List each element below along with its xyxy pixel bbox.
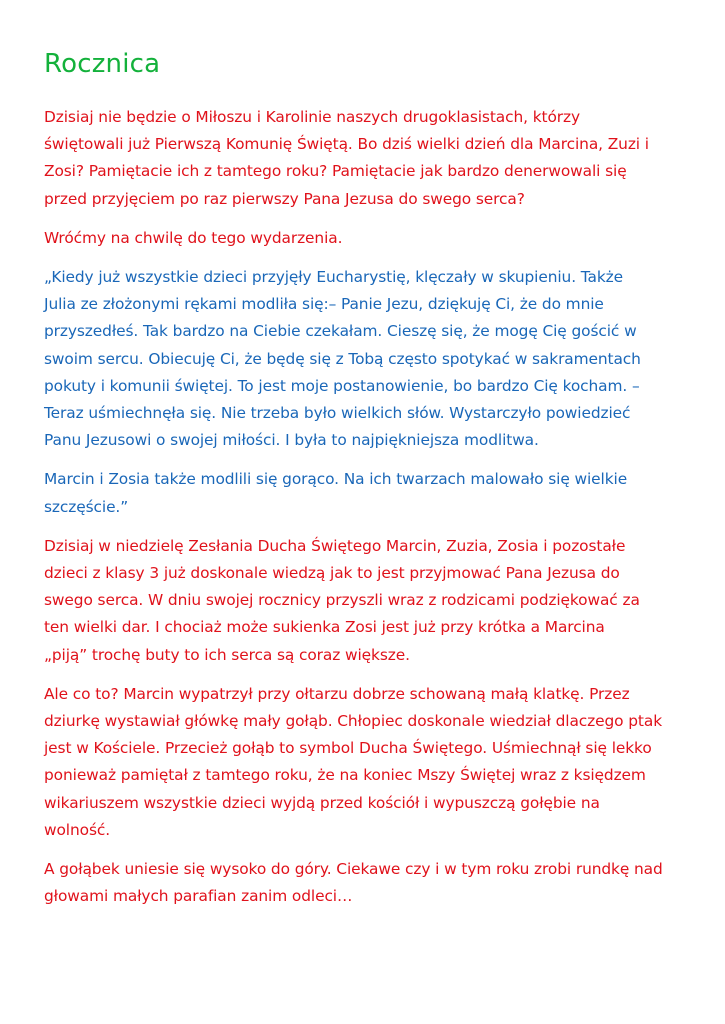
text-line: dzieci z klasy 3 już doskonale wiedzą jak to jest przyjmować Pana Jezusa do (44, 564, 620, 583)
document-body (44, 104, 704, 910)
paragraph-2 (44, 225, 704, 252)
text-line: Panu Jezusowi o swojej miłości. I była to najpiękniejsza modlitwa. (44, 431, 539, 450)
text-line: Zosi? Pamiętacie ich z tamtego roku? Pamiętacie jak bardzo denerwowali się (44, 162, 627, 181)
text-line: Marcin i Zosia także modlili się gorąco. Na ich twarzach malowało się wielkie (44, 470, 628, 489)
document-page (44, 46, 704, 922)
paragraph-6 (44, 681, 704, 844)
text-line: głowami małych parafian zanim odleci… (44, 887, 353, 906)
text-line: pokuty i komunii świętej. To jest moje postanowienie, bo bardzo Cię kocham. – (44, 376, 640, 395)
text-line: „Kiedy już wszystkie dzieci przyjęły Eucharystię, klęczały w skupieniu. Także (44, 268, 624, 287)
text-line: swego serca. W dniu swojej rocznicy przyszli wraz z rodzicami podziękować za (44, 591, 640, 610)
text-line: wikariuszem wszystkie dzieci wyjdą przed kościół i wypuszczą gołębie na (44, 793, 600, 812)
text-line: „piją” trochę buty to ich serca są coraz większe. (44, 645, 410, 664)
paragraph-4 (44, 466, 704, 520)
paragraph-1 (44, 104, 704, 213)
text-line: wolność. (44, 820, 111, 839)
text-line: Wróćmy na chwilę do tego wydarzenia. (44, 228, 343, 247)
text-line: Julia ze złożonymi rękami modliła się:– Panie Jezu, dziękuję Ci, że do mnie (44, 295, 604, 314)
paragraph-3 (44, 264, 704, 454)
text-line: dziurkę wystawiał główkę mały gołąb. Chłopiec doskonale wiedział dlaczego ptak (44, 712, 663, 731)
text-line: jest w Kościele. Przecież gołąb to symbol Ducha Świętego. Uśmiechnął się lekko (44, 739, 652, 758)
text-line: przyszedłeś. Tak bardzo na Ciebie czekałam. Cieszę się, że mogę Cię gościć w (44, 322, 637, 341)
text-line: swoim sercu. Obiecuję Ci, że będę się z Tobą często spotykać w sakramentach (44, 349, 641, 368)
text-line: Dzisiaj nie będzie o Miłoszu i Karolinie naszych drugoklasistach, którzy (44, 108, 580, 126)
text-line: Dzisiaj w niedzielę Zesłania Ducha Świętego Marcin, Zuzia, Zosia i pozostałe (44, 536, 626, 555)
text-line: A gołąbek uniesie się wysoko do góry. Ciekawe czy i w tym roku zrobi rundkę nad (44, 860, 663, 879)
text-line: ponieważ pamiętał z tamtego roku, że na koniec Mszy Świętej wraz z księdzem (44, 766, 646, 785)
paragraph-5 (44, 533, 704, 669)
paragraph-7 (44, 856, 704, 910)
text-line: Teraz uśmiechnęła się. Nie trzeba było wielkich słów. Wystarczyło powiedzieć (44, 404, 631, 423)
text-line: ten wielki dar. I chociaż może sukienka Zosi jest już przy krótka a Marcina (44, 618, 605, 637)
text-line: Ale co to? Marcin wypatrzył przy ołtarzu dobrze schowaną małą klatkę. Przez (44, 684, 630, 703)
text-line: świętowali już Pierwszą Komunię Świętą. Bo dziś wielki dzień dla Marcina, Zuzi i (44, 135, 649, 154)
page-title: Rocznica (44, 49, 161, 79)
text-line: szczęście.” (44, 497, 129, 516)
text-line: przed przyjęciem po raz pierwszy Pana Jezusa do swego serca? (44, 189, 525, 208)
